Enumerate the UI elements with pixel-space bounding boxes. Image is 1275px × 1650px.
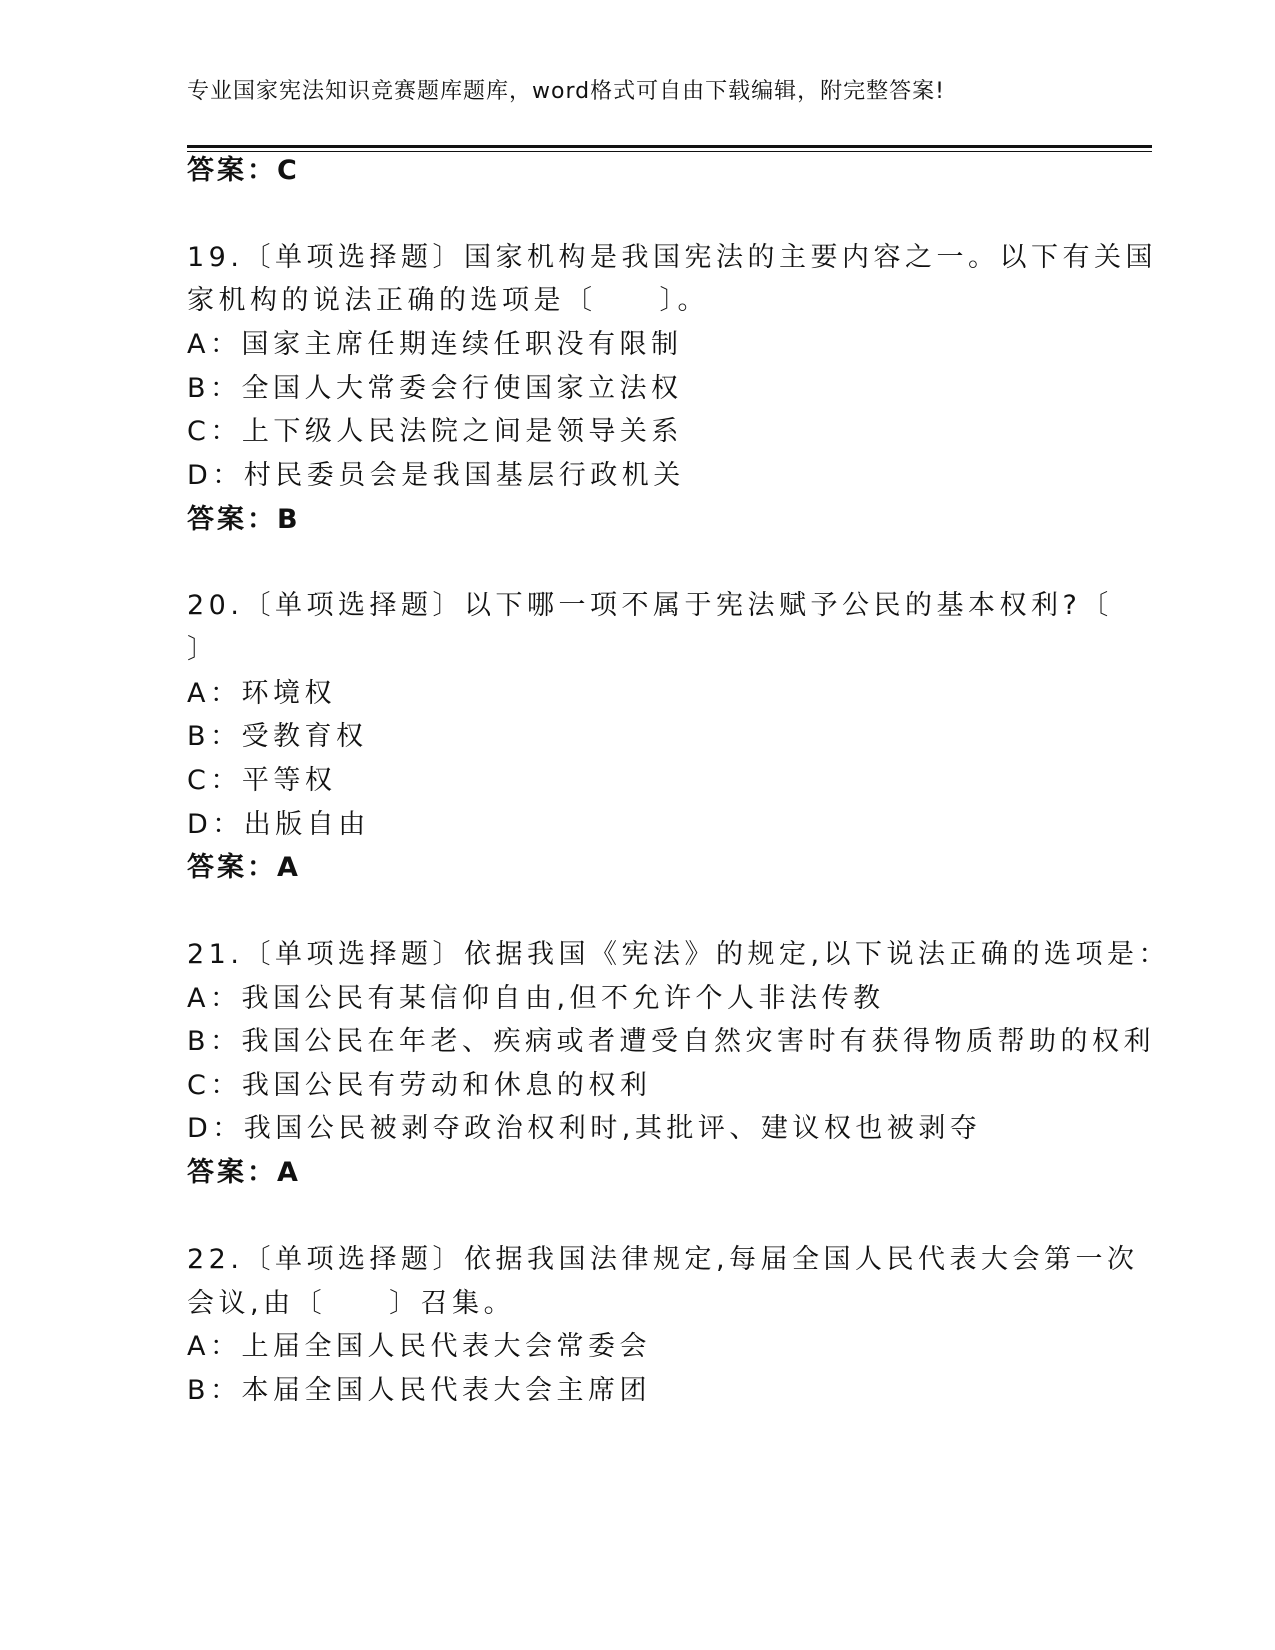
- question-20-option-d: D：出版自由: [187, 809, 370, 840]
- answer-prev: 答案：C: [187, 155, 300, 186]
- question-21-option-d: D：我国公民被剥夺政治权利时,其批评、建议权也被剥夺: [187, 1113, 982, 1144]
- question-22-stem-line-2: 会议,由〔 〕召集。: [187, 1288, 516, 1319]
- question-22-option-b: B：本届全国人民代表大会主席团: [187, 1375, 652, 1406]
- question-21-option-c: C：我国公民有劳动和休息的权利: [187, 1070, 652, 1101]
- question-19-stem-line-1: 19.〔单项选择题〕国家机构是我国宪法的主要内容之一。以下有关国: [187, 242, 1157, 273]
- question-22-option-a: A：上届全国人民代表大会常委会: [187, 1331, 651, 1362]
- question-20-option-a: A：环境权: [187, 678, 336, 709]
- question-19-stem-line-2: 家机构的说法正确的选项是〔 〕。: [187, 285, 709, 316]
- question-19-option-b: B：全国人大常委会行使国家立法权: [187, 373, 683, 404]
- question-19-answer: 答案：B: [187, 504, 301, 535]
- question-20-option-c: C：平等权: [187, 765, 337, 796]
- header-rule-thin: [187, 151, 1152, 152]
- question-19-option-d: D：村民委员会是我国基层行政机关: [187, 460, 685, 491]
- question-20-stem-line-2: 〕: [187, 634, 219, 665]
- question-19-option-a: A：国家主席任期连续任职没有限制: [187, 329, 683, 360]
- header-rule-thick: [187, 145, 1152, 148]
- question-19-option-c: C：上下级人民法院之间是领导关系: [187, 416, 683, 447]
- question-20-option-b: B：受教育权: [187, 721, 368, 752]
- question-21-option-a: A：我国公民有某信仰自由,但不允许个人非法传教: [187, 983, 885, 1014]
- question-21-option-b: B：我国公民在年老、疾病或者遭受自然灾害时有获得物质帮助的权利: [187, 1026, 1156, 1057]
- question-20-answer: 答案：A: [187, 852, 301, 883]
- question-22-stem-line-1: 22.〔单项选择题〕依据我国法律规定,每届全国人民代表大会第一次: [187, 1244, 1139, 1275]
- page-header: 专业国家宪法知识竞赛题库题库，word格式可自由下载编辑，附完整答案!: [187, 79, 945, 104]
- question-21-answer: 答案：A: [187, 1157, 301, 1188]
- question-21-stem-line-1: 21.〔单项选择题〕依据我国《宪法》的规定,以下说法正确的选项是：: [187, 939, 1171, 970]
- question-20-stem-line-1: 20.〔单项选择题〕以下哪一项不属于宪法赋予公民的基本权利?〔: [187, 590, 1113, 621]
